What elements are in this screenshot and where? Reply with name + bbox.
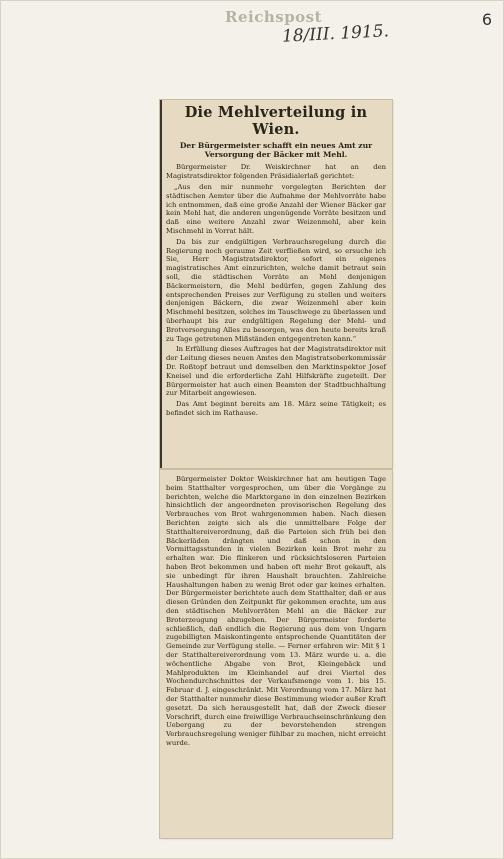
- article-paragraph: „Aus den mir nunmehr vorgelegten Berichten der städtischen Aemter über die Aufnahme der Mehlvorräte habe ich entnommen, daß eine große Anzahl der Wiener Bäcker gar kein Mehl hat, die anderen ungenügende Vorräte besitzen und daß eine weitere Anzahl zwar Weizenmehl, aber kein Mischmehl in Vorrat hält.: [166, 183, 386, 235]
- article-paragraph: Bürgermeister Doktor Weiskirchner hat am heutigen Tage beim Statthalter vorgesprochen, um über die Vorgänge zu berichten, welche die Marktorgane in den einzelnen Bezirken hinsichtlich der angeordneten provisorischen Regelung des Verbrauches von Brot wahrgenommen haben. Nach diesen Berichten zeigte sich als die unmittelbare Folge der Statthaltereiverordnung, daß die Parteien sich früh bei den Bäckerläden drängten und daß schon in den Vormittagsstunden in vielen Bezirken kein Brot mehr zu erhalten war. Die flinkeren und rücksichtsloseren Parteien haben Brot bekommen und haben oft mehr Brot gekauft, als sie unbedingt für ihren Haushalt brauchten. Zahlreiche Haushaltungen haben zu wenig Brot oder gar keines erhalten. Der Bürgermeister berichtete auch dem Statthalter, daß er aus diesen Gründen den Zeitpunkt für gekommen erachte, um aus den städtischen Mehlvorräten Mehl an die Bäcker zur Broterzeugung abzugeben. Der Bürgermeister forderte schließlich, daß endlich die Regierung aus dem von Ungarn zugebilligten Maiskontingente entsprechende Quantitäten der Gemeinde zur Verfügung stelle. — Ferner erfahren wir: Mit § 1 der Statthaltereiverordnung vom 13. März wurde u. a. die wöchentliche Abgabe von Brot, Kleingebäck und Mahlprodukten im Kleinhandel auf drei Viertel des Wochendurchschnittes der Verkaufsmenge vom 1. bis 15. Februar d. J. eingeschränkt. Mit Verordnung vom 17. März hat der Statthalter nunmehr diese Bestimmung wieder außer Kraft gesetzt. Da sich herausgestellt hat, daß der Zweck dieser Vorschrift, durch eine freiwillige Verbrauchseinschränkung den Uebergang zu der bevorstehenden strengen Verbrauchsregelung weniger fühlbar zu machen, nicht erreicht wurde.: [166, 475, 386, 747]
- clipping-lower: [160, 470, 392, 838]
- clipping-edge: [160, 100, 162, 468]
- article-title: Die Mehlverteilung in Wien.: [184, 104, 368, 138]
- page-number: 6: [481, 10, 492, 29]
- article-paragraph: In Erfüllung dieses Auftrages hat der Magistratsdirektor mit der Leitung dieses neuen Amtes den Magistratsoberkommissär Dr. Roßtopf betraut und demselben den Marktinspektor Josef Kneisel und die erforderliche Zahl Hilfskräfte zugeteilt. Der Bürgermeister hat auch einen Beamten der Stadtbuchhaltung zur Mitarbeit angewiesen.: [166, 345, 386, 398]
- handwritten-date: 18/III. 1915.: [281, 21, 390, 47]
- newspaper-stamp: Reichspost: [225, 8, 323, 26]
- article-subtitle: Der Bürgermeister schafft ein neues Amt zur Versorgung der Bäcker mit Mehl.: [179, 141, 373, 160]
- article-paragraph: Da bis zur endgültigen Verbrauchsregelung durch die Regierung noch geraume Zeit verfließen wird, so ersuche ich Sie, Herr Magistratsdirektor, sofort ein eigenes magistratisches Amt einzurichten, welche damit betraut sein soll, die städtischen Vorräte an Mehl denjenigen Bäckermeistern, die Mehl bedürfen, gegen Zahlung des entsprechenden Preises zur Verfügung zu stellen und weiters denjenigen Bäckern, die zwar Weizenmehl aber kein Mischmehl besitzen, solches im Tauschwege zu überlassen und überhaupt bis zur endgültigen Regelung der Mehl- und Brotversorgung Alles zu besorgen, was den heute bereits kraß zu Tage getretenen Mißständen entgegentreten kann.“: [166, 237, 386, 343]
- article-paragraph: Das Amt beginnt bereits am 18. März seine Tätigkeit; es befindet sich im Rathause.: [166, 400, 386, 417]
- clipping-upper: [160, 100, 392, 468]
- article-paragraph: Bürgermeister Dr. Weiskirchner hat an den Magistratsdirektor folgenden Präsidialerlaß gerichtet:: [166, 163, 386, 181]
